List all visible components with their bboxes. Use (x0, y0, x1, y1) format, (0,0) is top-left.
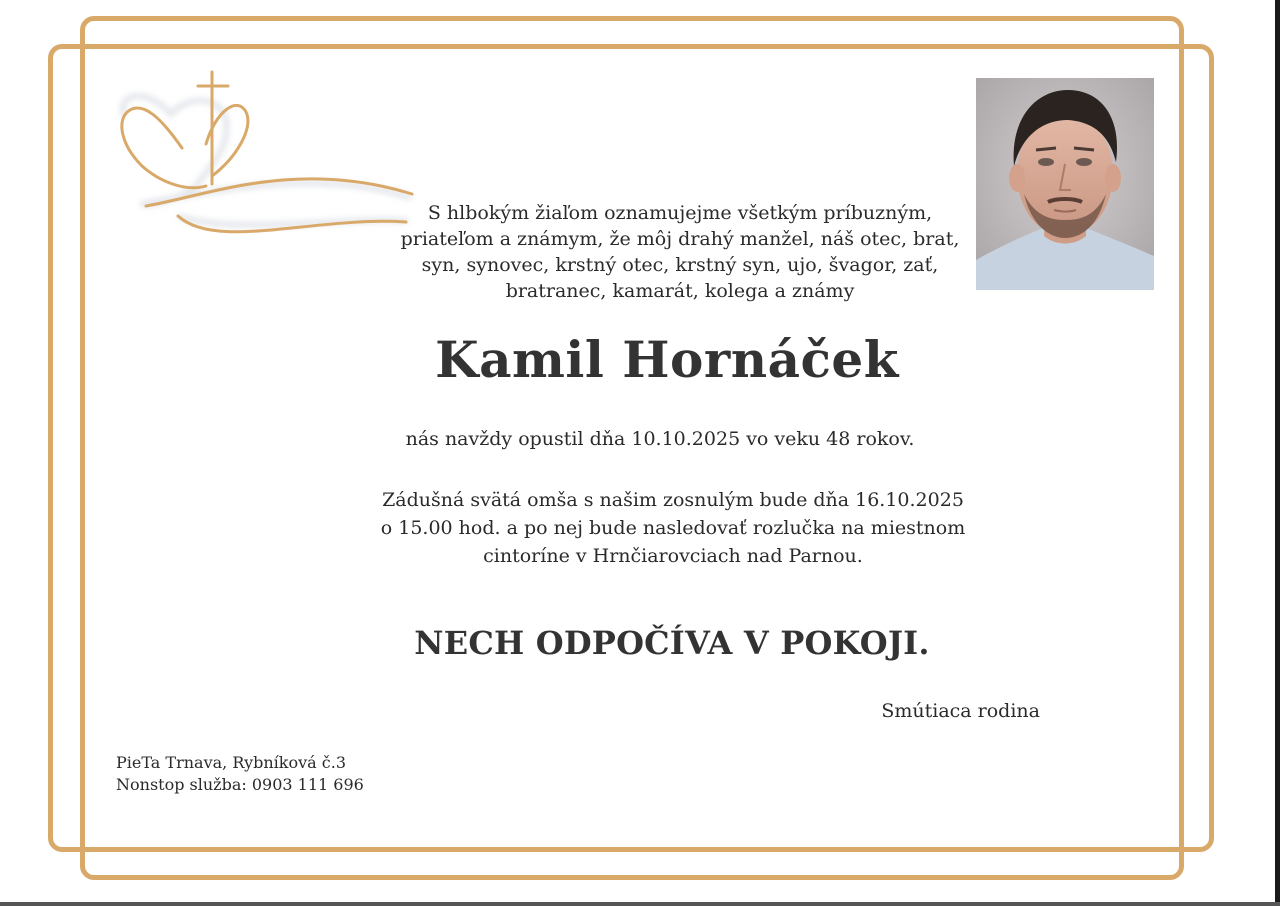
mass-line: Zádušná svätá omša s našim zosnulým bude dňa 16.10.2025 (382, 489, 964, 511)
deceased-portrait (976, 78, 1154, 290)
mass-line: o 15.00 hod. a po nej bude nasledovať rozlučka na miestnom (380, 517, 966, 539)
scan-edge-right (1275, 0, 1280, 906)
rest-in-peace-text: NECH ODPOČÍVA V POKOJI. (414, 624, 930, 662)
funeral-home-phone: Nonstop služba: 0903 111 696 (116, 775, 364, 794)
funeral-home-contact (116, 752, 436, 796)
funeral-mass-details (300, 486, 1046, 570)
announcement-text (360, 200, 1000, 304)
funeral-home-address: PieTa Trnava, Rybníková č.3 (116, 753, 347, 772)
announcement-line: bratranec, kamarát, kolega a známy (505, 280, 855, 302)
announcement-line: S hlbokým žiaľom oznamujejme všetkým príbuzným, (427, 202, 933, 224)
mass-line: cintoríne v Hrnčiarovciach nad Parnou. (483, 545, 863, 567)
announcement-line: priateľom a známym, že môj drahý manžel, náš otec, brat, (400, 228, 960, 250)
family-signature: Smútiaca rodina (881, 700, 1040, 722)
announcement-line: syn, synovec, krstný otec, krstný syn, ujo, švagor, zať, (421, 254, 939, 276)
scan-edge-bottom (0, 902, 1280, 906)
passing-date-text: nás navždy opustil dňa 10.10.2025 vo veku 48 rokov. (405, 428, 915, 450)
deceased-name: Kamil Hornáček (435, 330, 899, 389)
